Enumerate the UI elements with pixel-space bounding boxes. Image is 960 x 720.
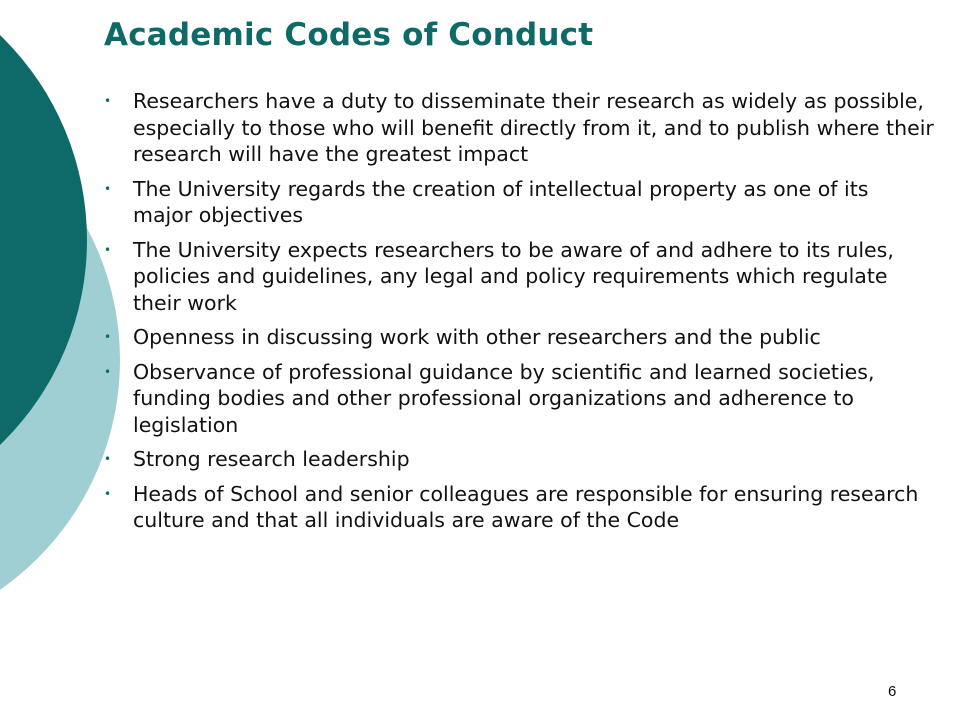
bullet-list — [104, 88, 934, 542]
bullet-item — [104, 324, 934, 351]
bullet-dot-icon: • — [104, 181, 112, 196]
bullet-text: The University regards the creation of intellectual property as one of its major objectives — [133, 176, 869, 227]
bullet-dot-icon: • — [104, 242, 112, 257]
bullet-text: Observance of professional guidance by scientific and learned societies, funding bodies and other professional organizations and adherence to legislation — [133, 359, 875, 437]
bullet-text: Researchers have a duty to disseminate their research as widely as possible, especially to those who will benefit directly from it, and to publish where their research will have the greatest impact — [133, 89, 934, 166]
bullet-text: The University expects researchers to be aware of and adhere to its rules, policies and guidelines, any legal and policy requirements which regulate their work — [133, 237, 894, 315]
bullet-item — [104, 88, 934, 168]
bullet-text: Strong research leadership — [133, 447, 410, 471]
bullet-dot-icon: • — [104, 330, 112, 344]
bullet-dot-icon: • — [104, 452, 112, 466]
bullet-dot-icon: • — [104, 94, 112, 108]
bullet-dot-icon: • — [104, 486, 112, 501]
bullet-item — [104, 481, 934, 534]
bullet-item — [104, 446, 934, 473]
bullet-text: Openness in discussing work with other researchers and the public — [133, 325, 821, 349]
bullet-item — [104, 237, 934, 317]
bullet-item — [104, 359, 934, 439]
bullet-text: Heads of School and senior colleagues are responsible for ensuring research culture and that all individuals are aware of the Code — [133, 481, 919, 532]
bullet-item — [104, 176, 934, 229]
slide-title: Academic Codes of Conduct — [104, 17, 594, 53]
page-number: 6 — [888, 683, 897, 700]
bullet-dot-icon: • — [104, 364, 112, 379]
